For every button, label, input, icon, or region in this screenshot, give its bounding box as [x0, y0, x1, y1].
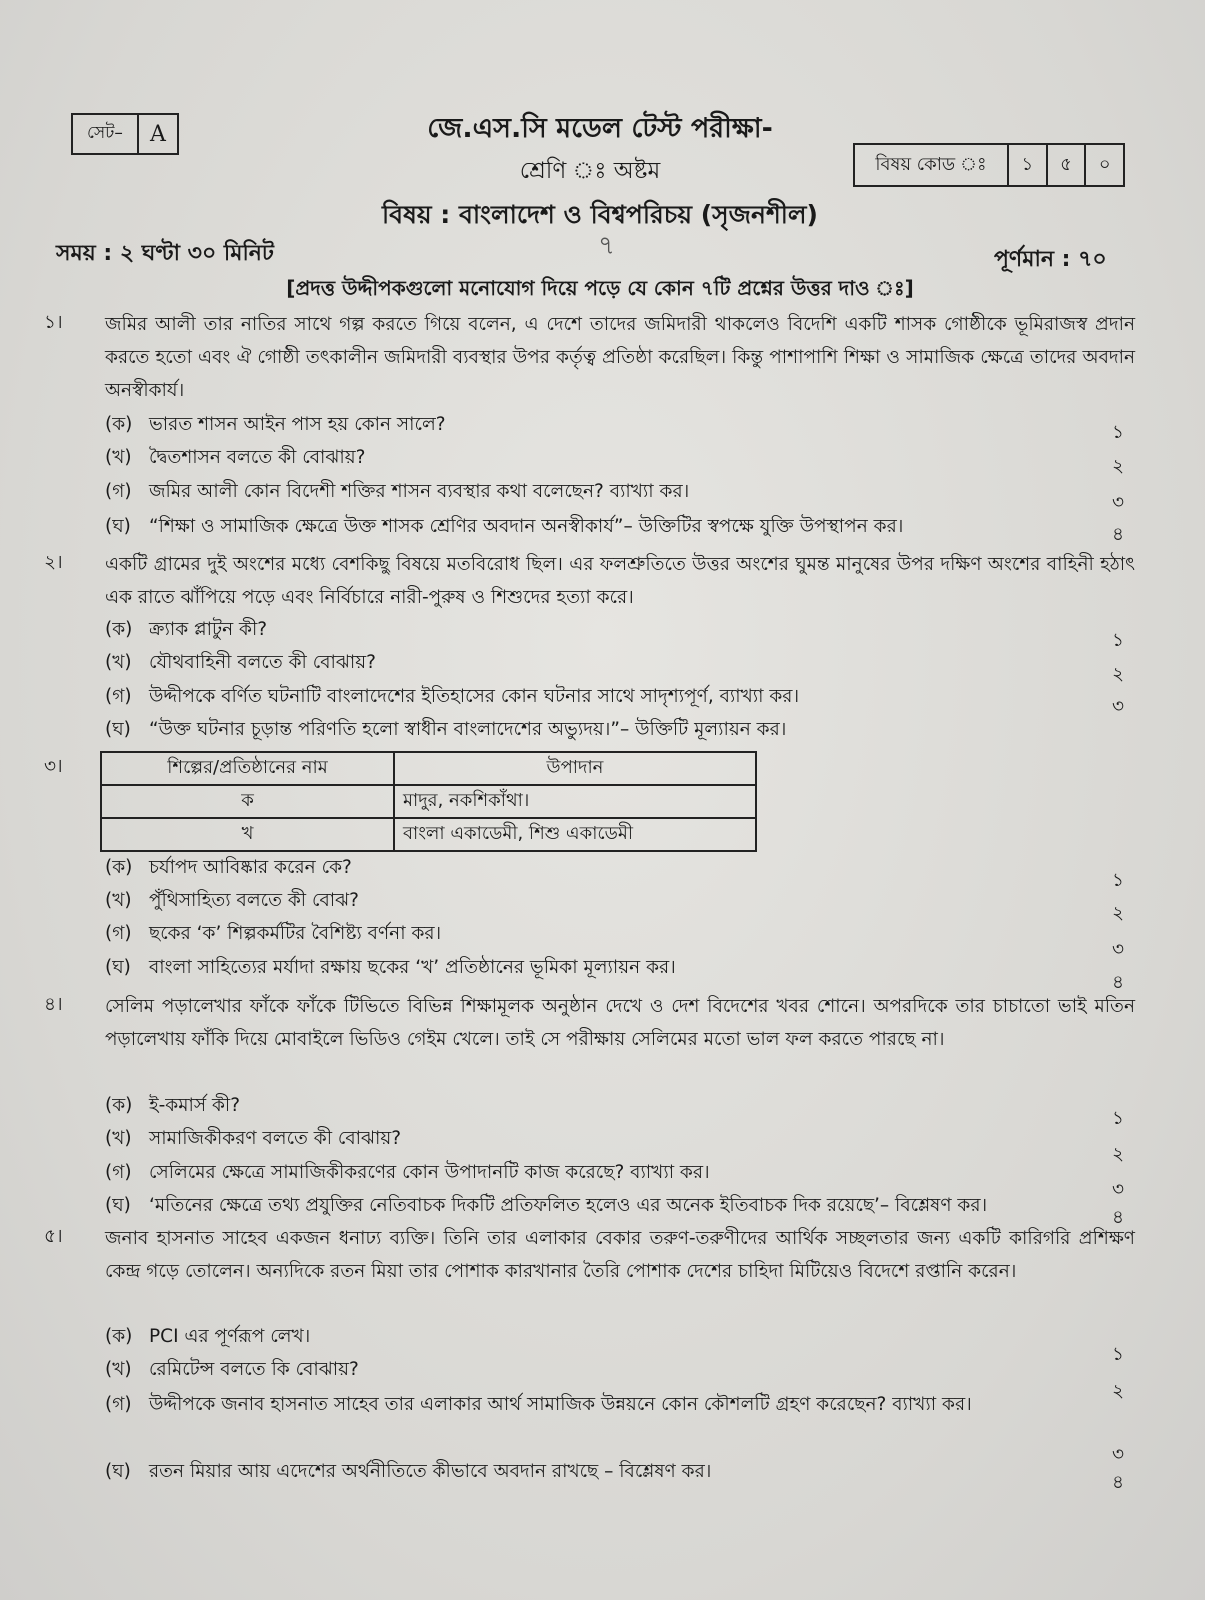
- subject-code-digit: ১: [1009, 145, 1048, 185]
- part-text: রতন মিয়ার আয় এদেশের অর্থনীতিতে কীভাবে অবদান রাখছে – বিশ্লেষণ কর।: [149, 1461, 712, 1482]
- part-text: জমির আলী কোন বিদেশী শক্তির শাসন ব্যবস্থার কথা বলেছেন? ব্যাখ্যা কর।: [149, 481, 690, 502]
- question-stem: জমির আলী তার নাতির সাথে গল্প করতে গিয়ে বলেন, এ দেশে তাদের জমিদারী থাকলেও বিদেশি একটি শাসক গোষ্ঠীকে ভূমিরাজস্ব প্রদান করতে হতো এবং ঐ গোষ্ঠী তৎকালীন জমিদারী ব্যবস্থার উপর কর্তৃত্ব প্রতিষ্ঠা করেছিল। কিন্তু পাশাপাশি শিক্ষা ও সামাজিক ক্ষেত্রে তাদের অবদান অনস্বীকার্য।: [105, 314, 1135, 401]
- part-text: রেমিটেন্স বলতে কি বোঝায়?: [149, 1359, 359, 1380]
- question-part: [105, 1322, 310, 1353]
- part-text: ভারত শাসন আইন পাস হয় কোন সালে?: [149, 414, 446, 435]
- part-mark: ৪: [1112, 972, 1125, 993]
- part-label: (ক): [105, 857, 133, 878]
- part-label: (গ): [105, 686, 132, 707]
- part-label: (ক): [105, 414, 133, 435]
- question-part: [105, 443, 365, 474]
- question-number: ৫।: [44, 1226, 63, 1247]
- subject-code-digit: ০: [1098, 153, 1111, 175]
- part-label: (খ): [105, 447, 132, 468]
- part-label: (ক): [105, 1095, 133, 1116]
- question-stem: জনাব হাসনাত সাহেব একজন ধনাঢ্য ব্যক্তি। তিনি তার এলাকার বেকার তরুণ-তরুণীদের আর্থিক সচ্ছলতার জন্য একটি কারিগরি প্রশিক্ষণ কেন্দ্র গড়ে তোলেন। অন্যদিকে রতন মিয়া তার পোশাক কারখানার তৈরি পোশাক দেশের চাহিদা মিটিয়েও বিদেশে রপ্তানি করেন।: [105, 1228, 1135, 1282]
- part-label: (ঘ): [105, 719, 131, 740]
- part-text: উদ্দীপকে জনাব হাসনাত সাহেব তার এলাকার আর্থ সামাজিক উন্নয়নে কোন কৌশলটি গ্রহণ করেছেন? ব্যাখ্যা কর।: [149, 1394, 972, 1415]
- question-number: ১।: [44, 312, 63, 333]
- part-text: ক্র্যাক প্লাটুন কী?: [149, 619, 268, 640]
- question-part: [105, 853, 352, 884]
- question-part: [105, 715, 786, 746]
- question-part: [105, 1124, 401, 1155]
- part-label: (ঘ): [105, 516, 131, 537]
- part-text: চর্যাপদ আবিষ্কার করেন কে?: [149, 857, 352, 878]
- table-cell: ক: [101, 785, 394, 818]
- part-mark: ১: [1112, 870, 1125, 891]
- set-label: সেট–: [73, 115, 139, 153]
- handwritten-mark: ৭: [598, 231, 615, 261]
- set-box: [71, 113, 179, 155]
- question-number: ৩।: [44, 756, 63, 777]
- table-cell: মাদুর, নকশিকাঁথা।: [394, 785, 756, 818]
- part-mark: ১: [1112, 1108, 1125, 1129]
- part-mark: ৩: [1112, 939, 1125, 960]
- part-label: (ক): [105, 619, 133, 640]
- full-marks: পূর্ণমান : ৭০: [994, 247, 1107, 272]
- part-text: উদ্দীপকে বর্ণিত ঘটনাটি বাংলাদেশের ইতিহাসের কোন ঘটনার সাথে সাদৃশ্যপূর্ণ, ব্যাখ্যা কর।: [149, 686, 800, 707]
- part-mark: ৪: [1112, 1472, 1125, 1493]
- part-mark: ২: [1112, 664, 1125, 685]
- part-mark: ১: [1112, 1344, 1125, 1365]
- table-row: [101, 818, 756, 851]
- exam-title: জে.এস.সি মডেল টেস্ট পরীক্ষা-: [427, 113, 773, 144]
- part-label: (গ): [105, 1162, 132, 1183]
- question-stem: একটি গ্রামের দুই অংশের মধ্যে বেশকিছু বিষয়ে মতবিরোধ ছিল। এর ফলশ্রুতিতে উত্তর অংশের ঘুমন্ত মানুষের উপর দক্ষিণ অংশের বাহিনী হঠাৎ এক রাতে ঝাঁপিয়ে পড়ে এবং নির্বিচারে নারী-পুরুষ ও শিশুদের হত্যা করে।: [105, 554, 1135, 608]
- question-part: [105, 477, 689, 508]
- question-part: [105, 1158, 710, 1189]
- part-mark: ২: [1112, 456, 1125, 477]
- part-mark: ৪: [1112, 524, 1125, 545]
- part-mark: ২: [1112, 903, 1125, 924]
- table-cell: খ: [101, 818, 394, 851]
- part-text: ছকের ‘ক’ শিল্পকর্মটির বৈশিষ্ট্য বর্ণনা কর।: [149, 923, 442, 944]
- part-text: পুঁথিসাহিত্য বলতে কী বোঝ?: [149, 890, 359, 911]
- part-label: (গ): [105, 1394, 132, 1415]
- class-line: শ্রেণি ঃ অষ্টম: [519, 158, 661, 184]
- instruction: [প্রদত্ত উদ্দীপকগুলো মনোযোগ দিয়ে পড়ে যে কোন ৭টি প্রশ্নের উত্তর দাও ঃ]: [286, 276, 914, 300]
- subject-code-label: বিষয় কোড ঃ: [855, 145, 1009, 185]
- part-label: (ক): [105, 1326, 133, 1347]
- part-label: (খ): [105, 1128, 132, 1149]
- part-mark: ২: [1112, 1144, 1125, 1165]
- part-mark: ৪: [1112, 1207, 1125, 1228]
- part-label: (খ): [105, 1359, 132, 1380]
- question-part: [105, 1355, 359, 1386]
- part-mark: ৩: [1112, 1179, 1125, 1200]
- stimulus-table: [100, 751, 757, 852]
- question-part: [105, 648, 376, 679]
- set-value: A: [150, 121, 166, 147]
- exam-time: সময় : ২ ঘণ্টা ৩০ মিনিট: [56, 241, 274, 266]
- part-mark: ৩: [1112, 696, 1125, 717]
- part-mark: ১: [1112, 422, 1125, 443]
- question-part: [105, 1191, 987, 1222]
- part-text: PCI এর পূর্ণরূপ লেখ।: [149, 1326, 311, 1347]
- table-row: [101, 785, 756, 818]
- part-text: ই-কমার্স কী?: [149, 1095, 241, 1116]
- part-text: সেলিমের ক্ষেত্রে সামাজিকীকরণের কোন উপাদানটি কাজ করেছে? ব্যাখ্যা কর।: [149, 1162, 710, 1183]
- part-text: “শিক্ষা ও সামাজিক ক্ষেত্রে উক্ত শাসক শ্রেণির অবদান অনস্বীকার্য”– উক্তিটির স্বপক্ষে যুক্তি উপস্থাপন কর।: [149, 516, 904, 537]
- question-part: [105, 512, 903, 543]
- question-number: ৪।: [44, 994, 63, 1015]
- question-part: [105, 682, 799, 713]
- part-mark: ১: [1112, 630, 1125, 651]
- part-mark: ৩: [1112, 1444, 1125, 1465]
- part-text: বাংলা সাহিত্যের মর্যাদা রক্ষায় ছকের ‘খ’ প্রতিষ্ঠানের ভূমিকা মূল্যায়ন কর।: [149, 957, 676, 978]
- subject-code-box: [853, 143, 1125, 187]
- question-part: [105, 919, 441, 950]
- part-label: (ঘ): [105, 957, 131, 978]
- question-part: [105, 886, 359, 917]
- part-text: “উক্ত ঘটনার চূড়ান্ত পরিণতি হলো স্বাধীন বাংলাদেশের অভ্যুদয়।”– উক্তিটি মূল্যায়ন কর।: [149, 719, 787, 740]
- part-text: ‘মতিনের ক্ষেত্রে তথ্য প্রযুক্তির নেতিবাচক দিকটি প্রতিফলিত হলেও এর অনেক ইতিবাচক দিক রয়েছে’– বিশ্লেষণ কর।: [149, 1195, 988, 1216]
- part-label: (খ): [105, 652, 132, 673]
- part-label: (ঘ): [105, 1461, 131, 1482]
- table-header: শিল্পের/প্রতিষ্ঠানের নাম: [101, 752, 394, 785]
- subject-title: বিষয় : বাংলাদেশ ও বিশ্বপরিচয় (সৃজনশীল): [382, 200, 818, 229]
- question-part: [105, 1091, 240, 1122]
- part-label: (গ): [105, 923, 132, 944]
- question-part: [105, 1457, 711, 1488]
- question-stem: সেলিম পড়ালেখার ফাঁকে ফাঁকে টিভিতে বিভিন্ন শিক্ষামূলক অনুষ্ঠান দেখে ও দেশ বিদেশের খবর শোনে। অপরদিকে তার চাচাতো ভাই মতিন পড়ালেখায় ফাঁকি দিয়ে মোবাইলে ভিডিও গেইম খেলে। তাই সে পরীক্ষায় সেলিমের মতো ভাল ফল করতে পারছে না।: [105, 996, 1135, 1050]
- table-header: উপাদান: [394, 752, 756, 785]
- part-text: সামাজিকীকরণ বলতে কী বোঝায়?: [149, 1128, 402, 1149]
- question-part: [105, 953, 676, 984]
- table-cell: বাংলা একাডেমী, শিশু একাডেমী: [394, 818, 756, 851]
- question-number: ২।: [44, 552, 63, 573]
- part-mark: ২: [1112, 1381, 1125, 1402]
- part-label: (খ): [105, 890, 132, 911]
- part-text: দ্বৈতশাসন বলতে কী বোঝায়?: [149, 447, 366, 468]
- table-header-row: [101, 752, 756, 785]
- question-part: [105, 615, 267, 646]
- question-part: [105, 1389, 1125, 1421]
- part-mark: ৩: [1112, 492, 1125, 513]
- subject-code-digit: ৫: [1048, 145, 1087, 185]
- part-label: (ঘ): [105, 1195, 131, 1216]
- question-part: [105, 410, 446, 441]
- part-label: (গ): [105, 481, 132, 502]
- part-text: যৌথবাহিনী বলতে কী বোঝায়?: [149, 652, 376, 673]
